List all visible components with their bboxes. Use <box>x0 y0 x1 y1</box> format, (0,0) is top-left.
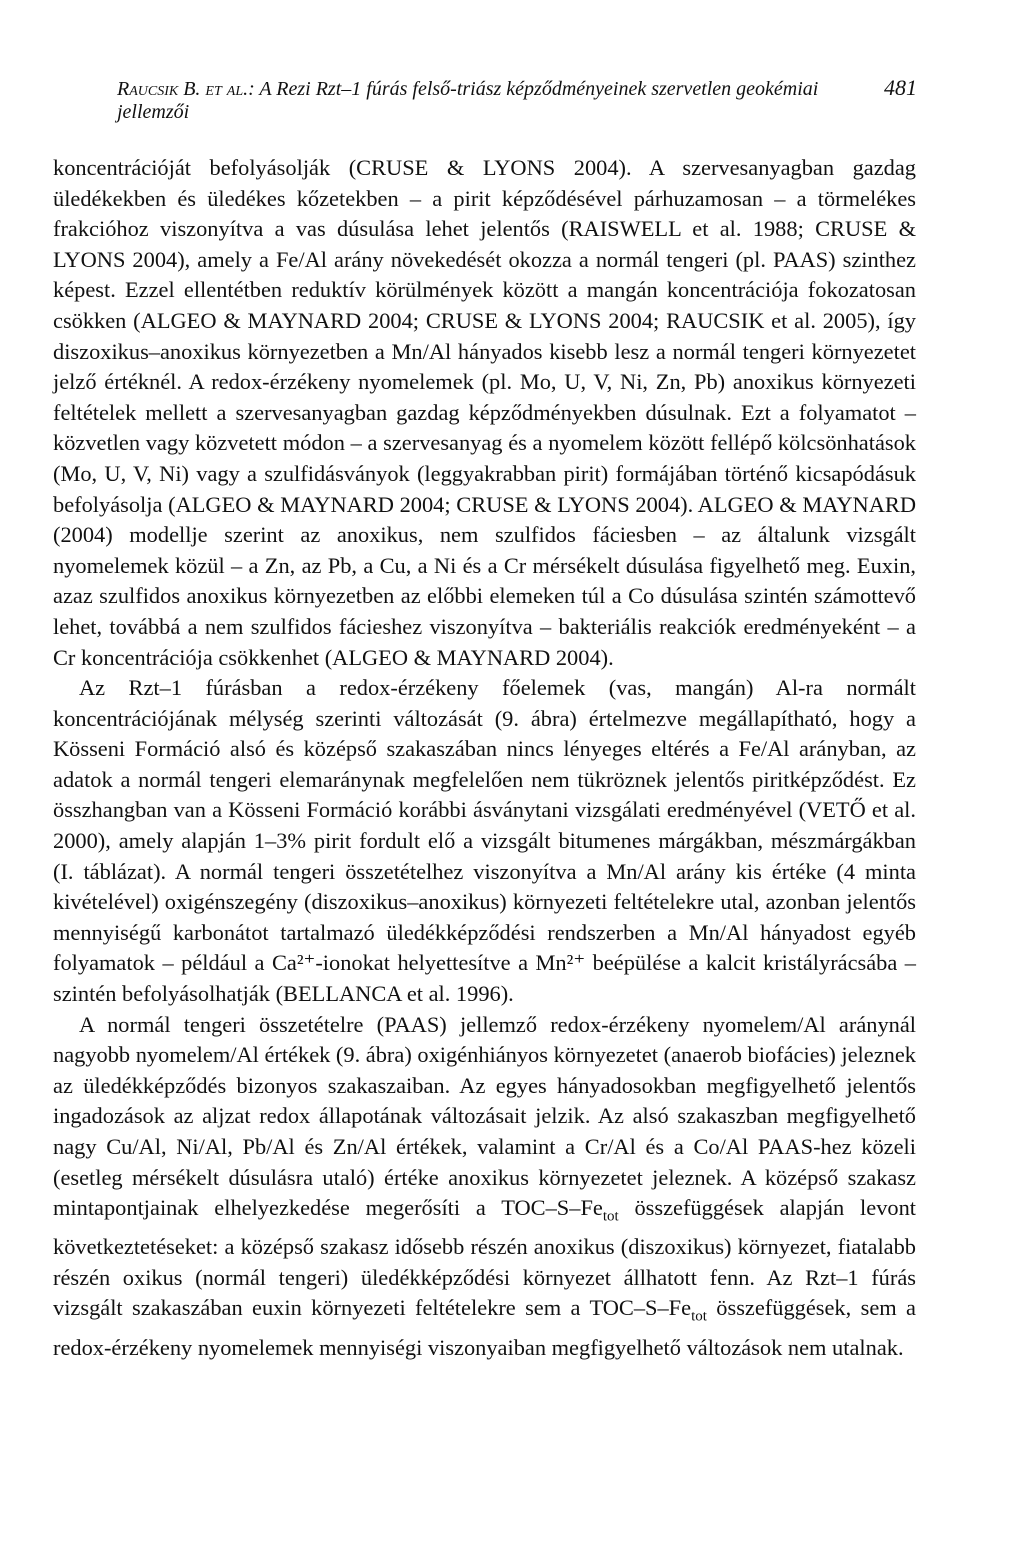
running-header <box>117 75 917 124</box>
body-text <box>53 153 916 1363</box>
paragraph-1: koncentrációját befolyásolják (CRUSE & LYONS 2004). A szervesanyagban gazdag üledékekben és üledékes kőzetekben – a pirit képződésével párhuzamosan – a törmelékes frakcióhoz viszonyítva a vas dúsulása lehet jelentős (RAISWELL et al. 1988; CRUSE & LYONS 2004), amely a Fe/Al arány növekedését okozza a normál tengeri (pl. PAAS) szinthez képest. Ezzel ellentétben reduktív körülmények között a mangán koncentrációja fokozatosan csökken (ALGEO & MAYNARD 2004; CRUSE & LYONS 2004; RAUCSIK et al. 2005), így diszoxikus–anoxikus környezetben a Mn/Al hányados kisebb lesz a normál tengeri környezetet jelző értéknél. A redox-érzékeny nyomelemek (pl. Mo, U, V, Ni, Zn, Pb) anoxikus környezeti feltételek mellett a szervesanyagban gazdag képződményekben dúsulnak. Ezt a folyamatot – közvetlen vagy közvetett módon – a szervesanyag és a nyomelem között fellépő kölcsönhatások (Mo, U, V, Ni) vagy a szulfidásványok (leggyakrabban pirit) formájában történő kicsapódásuk befolyásolja (ALGEO & MAYNARD 2004; CRUSE & LYONS 2004). ALGEO & MAYNARD (2004) modellje szerint az anoxikus, nem szulfidos fáciesben – az általunk vizsgált nyomelemek közül – a Zn, az Pb, a Cu, a Ni és a Cr mérsékelt dúsulása figyelhető meg. Euxin, azaz szulfidos anoxikus környezetben az előbbi elemeken túl a Co dúsulása szintén számottevő lehet, továbbá a nem szulfidos fácieshez viszonyítva – bakteriális reakciók eredményeként – a Cr koncentrációja csökkenhet (ALGEO & MAYNARD 2004). <box>53 155 916 670</box>
header-author: Raucsik B. et al.: <box>117 78 255 100</box>
header-title: A Rezi Rzt–1 fúrás felső-triász képződményeinek szervetlen geokémiai jellemzői <box>117 78 819 123</box>
paragraph-3: A normál tengeri összetételre (PAAS) jellemző redox-érzékeny nyomelem/Al aránynál nagyobb nyomelem/Al értékek (9. ábra) oxigénhiányos környezetet (anaerob biofácies) jeleznek az üledékképződés bizonyos szakaszaiban. Az egyes hányadosokban megfigyelhető jelentős ingadozások az aljzat redox állapotának változásait jelzik. Az alsó szakaszban megfigyelhető nagy Cu/Al, Ni/Al, Pb/Al és Zn/Al értékek, valamint a Cr/Al és a Co/Al PAAS-hez közeli (esetleg mérsékelt dúsulásra utaló) értéke anoxikus környezetet jeleznek. A középső szakasz mintapontjainak elhelyezkedése megerősíti a TOC–$S-Fe_{tot}$ összefüggések alapján levont következtetéseket: a középső szakasz idősebb részén anoxikus (diszoxikus) környezet, fiatalabb részén oxikus (normál tengeri) üledékképződési környezet állhatott fenn. Az Rzt–1 fúrás vizsgált szakaszában euxin környezeti feltételekre sem a TOC–$S-Fe_{tot}$ összefüggések, sem a redox-érzékeny nyomelemek mennyiségi viszonyaiban megfigyelhető változások nem utalnak. <box>53 1011 917 1360</box>
paragraph-2: Az Rzt–1 fúrásban a redox-érzékeny főelemek (vas, mangán) Al-ra normált koncentrációjának mélység szerinti változását (9. ábra) értelmezve megállapítható, hogy a Kösseni Formáció alsó és középső szakaszában nincs lényeges eltérés a Fe/Al arányban, az adatok a normál tengeri elemaránynak megfelelően nem tükröznek jelentős piritképződést. Ez összhangban van a Kösseni Formáció korábbi ásványtani vizsgálati eredményével (VETŐ et al. 2000), amely alapján 1–3% pirit fordult elő a vizsgált bitumenes márgákban, mészmárgákban (I. táblázat). A normál tengeri összetételhez viszonyítva a Mn/Al arány kis értéke (4 minta kivételével) oxigénszegény (diszoxikus–anoxikus) környezeti feltételekre utal, azonban jelentős mennyiségű karbonátot tartalmazó üledékképződési rendszerben a Mn/Al hányadost egyéb folyamatok – például a Ca²⁺-ionokat helyettesítve a Mn²⁺ beépülése a kalcit kristályrácsába – szintén befolyásolhatják (BELLANCA et al. 1996). <box>53 675 916 1007</box>
page-number: 481 <box>884 75 917 100</box>
header-title-group <box>117 78 884 124</box>
